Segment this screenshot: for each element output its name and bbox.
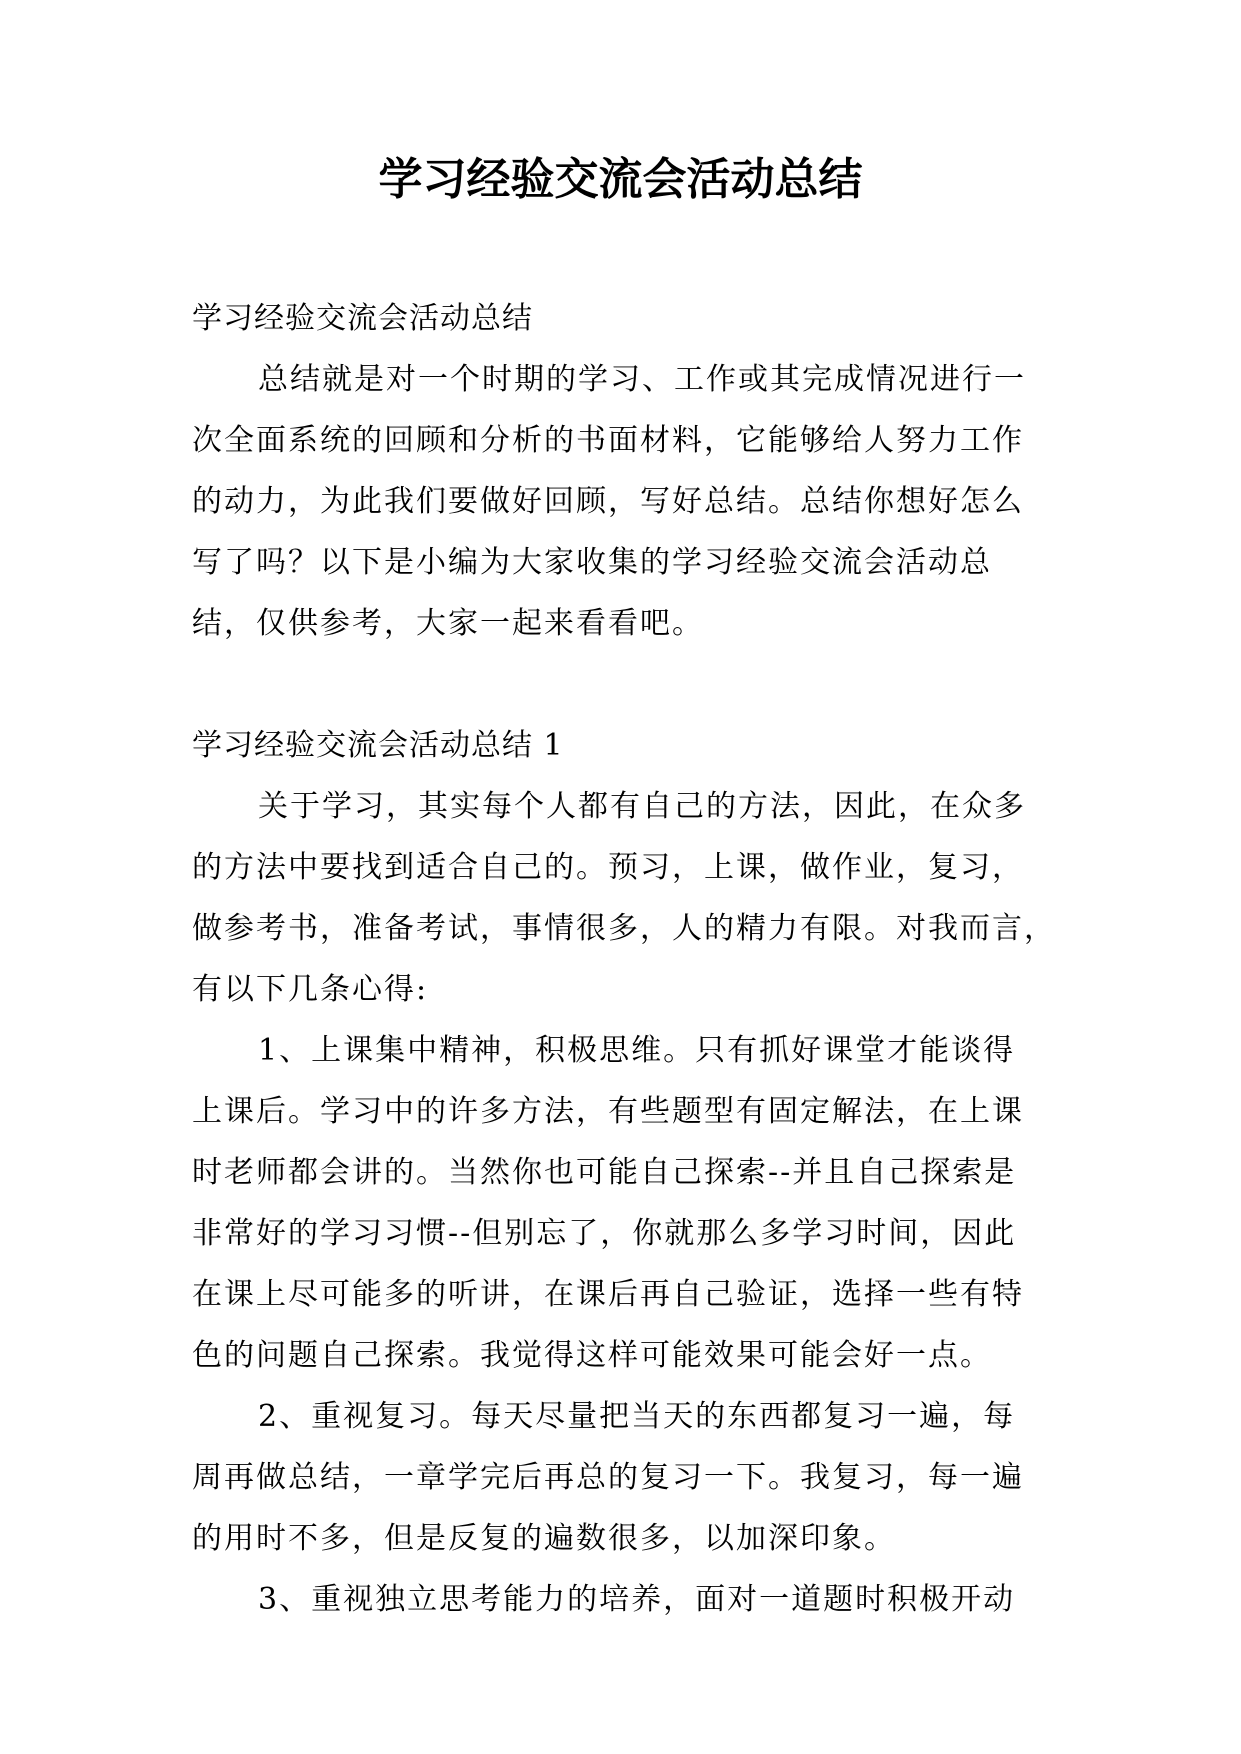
paragraph-line: 的动力，为此我们要做好回顾，写好总结。总结你想好怎么 xyxy=(192,484,1024,519)
paragraph-line: 次全面系统的回顾和分析的书面材料，它能够给人努力工作 xyxy=(192,423,1024,458)
paragraph-line: 上课后。学习中的许多方法，有些题型有固定解法，在上课 xyxy=(192,1094,1024,1129)
section-heading: 学习经验交流会活动总结 1 xyxy=(192,728,564,763)
paragraph-line: 做参考书，准备考试，事情很多，人的精力有限。对我而言， xyxy=(192,911,1056,946)
document-body xyxy=(192,288,1056,1630)
paragraph-line: 1、上课集中精神，积极思维。只有抓好课堂才能谈得 xyxy=(258,1033,1016,1068)
paragraph-line: 有以下几条心得: xyxy=(192,972,429,1007)
paragraph-line: 周再做总结，一章学完后再总的复习一下。我复习，每一遍 xyxy=(192,1460,1024,1495)
paragraph-line: 的方法中要找到适合自己的。预习，上课，做作业，复习， xyxy=(192,850,1024,885)
paragraph-line: 的用时不多，但是反复的遍数很多，以加深印象。 xyxy=(192,1521,896,1556)
paragraph-line: 时老师都会讲的。当然你也可能自己探索--并且自己探索是 xyxy=(192,1155,1017,1190)
paragraph-line: 结，仅供参考，大家一起来看看吧。 xyxy=(192,606,704,641)
paragraph-line: 在课上尽可能多的听讲，在课后再自己验证，选择一些有特 xyxy=(192,1277,1024,1312)
document-title: 学习经验交流会活动总结 xyxy=(378,154,863,205)
paragraph-spacer xyxy=(192,654,1052,715)
intro-heading: 学习经验交流会活动总结 xyxy=(192,301,533,336)
paragraph-line: 2、重视复习。每天尽量把当天的东西都复习一遍，每 xyxy=(258,1399,1016,1434)
paragraph-line: 写了吗？以下是小编为大家收集的学习经验交流会活动总 xyxy=(192,545,992,580)
paragraph-line: 色的问题自己探索。我觉得这样可能效果可能会好一点。 xyxy=(192,1338,992,1373)
paragraph-line: 关于学习，其实每个人都有自己的方法，因此，在众多 xyxy=(258,789,1026,824)
paragraph-line: 3、重视独立思考能力的培养，面对一道题时积极开动 xyxy=(258,1582,1016,1617)
paragraph-line: 非常好的学习习惯--但别忘了，你就那么多学习时间，因此 xyxy=(192,1216,1017,1251)
paragraph-line: 总结就是对一个时期的学习、工作或其完成情况进行一 xyxy=(258,362,1026,397)
